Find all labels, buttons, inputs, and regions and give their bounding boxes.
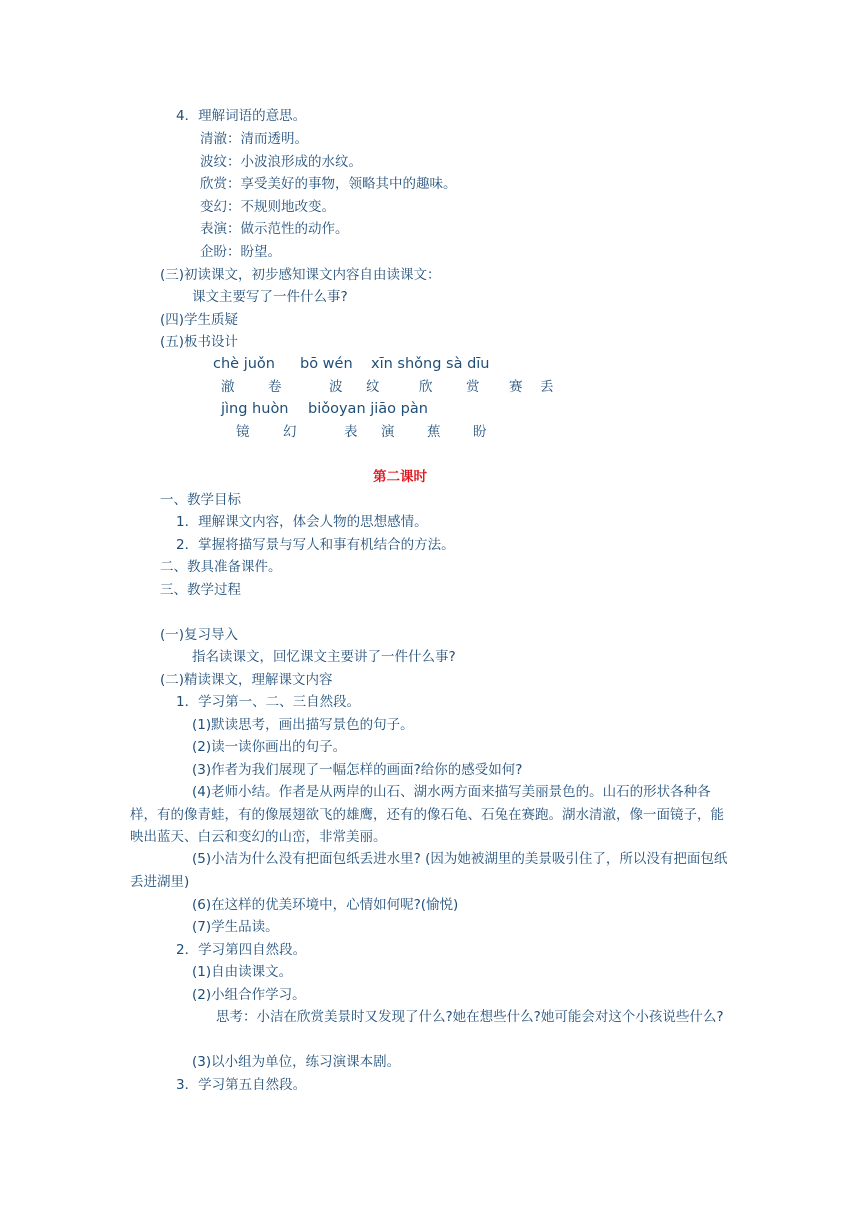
prep-heading: 二、教具准备课件。 xyxy=(160,559,282,575)
process-heading: 三、教学过程 xyxy=(160,582,241,598)
step-item: (6)在这样的优美环境中，心情如何呢?(愉悦) xyxy=(192,897,459,913)
board-character: 丢 xyxy=(540,379,554,395)
word-definition: 波纹：小波浪形成的水纹。 xyxy=(200,154,362,170)
reading-heading: (二)精读课文，理解课文内容 xyxy=(160,672,333,688)
board-character: 盼 xyxy=(473,424,487,440)
step-item: (2)读一读你画出的句子。 xyxy=(192,739,347,755)
teacher-summary: (4)老师小结。作者是从两岸的山石、湖水两方面来描写美丽景色的。山石的形状各种各样，有的像青蛙，有的像展翅欲飞的雄鹰，还有的像石龟、石兔在赛跑。湖水清澈，像一面镜子，能映出蓝天、白云和变幻的山峦，非常美丽。 xyxy=(130,784,724,845)
lesson-title: 第二课时 xyxy=(373,469,427,485)
board-character: 幻 xyxy=(283,424,297,440)
section-3-heading: (三)初读课文，初步感知课文内容自由读课文： xyxy=(160,267,441,283)
board-character: 演 xyxy=(381,424,395,440)
pinyin-label: xīn shǒng sà dīu xyxy=(371,356,490,372)
board-character: 澈 xyxy=(221,379,235,395)
step-3-heading: 3．学习第五自然段。 xyxy=(176,1077,307,1093)
pinyin-label: jìng huòn xyxy=(221,401,289,417)
step-item: (1)自由读课文。 xyxy=(192,964,293,980)
pinyin-label: bō wén xyxy=(300,356,353,372)
section-4-heading: (四)学生质疑 xyxy=(160,312,239,328)
step-item: (2)小组合作学习。 xyxy=(192,987,306,1003)
word-definition: 欣赏：享受美好的事物，领略其中的趣味。 xyxy=(200,176,457,192)
section-3-question: 课文主要写了一件什么事? xyxy=(192,289,348,305)
step-item: (3)作者为我们展现了一幅怎样的画面?给你的感受如何? xyxy=(192,762,523,778)
step-item: (7)学生品读。 xyxy=(192,919,279,935)
board-character: 赏 xyxy=(466,379,480,395)
pinyin-label: biǒoyan jiāo pàn xyxy=(308,401,428,417)
step-item: (3)以小组为单位，练习演课本剧。 xyxy=(192,1054,401,1070)
board-character: 表 xyxy=(344,424,358,440)
word-definition: 清澈：清而透明。 xyxy=(200,131,308,147)
goal-item: 2．掌握将描写景与写人和事有机结合的方法。 xyxy=(176,537,455,553)
review-question: 指名读课文，回忆课文主要讲了一件什么事? xyxy=(192,649,456,665)
board-character: 蕉 xyxy=(427,424,441,440)
board-character: 纹 xyxy=(366,379,380,395)
word-definition: 变幻：不规则地改变。 xyxy=(200,199,335,215)
step-item: (1)默读思考，画出描写景色的句子。 xyxy=(192,717,414,733)
board-character: 镜 xyxy=(236,424,250,440)
goal-item: 1．理解课文内容，体会人物的思想感情。 xyxy=(176,514,428,530)
board-character: 波 xyxy=(329,379,343,395)
step-item: (5)小洁为什么没有把面包纸丢进水里? (因为她被湖里的美景吸引住了，所以没有把面包纸丢进湖里) xyxy=(130,851,728,890)
section-5-heading: (五)板书设计 xyxy=(160,334,239,350)
board-character: 卷 xyxy=(268,379,282,395)
board-character: 欣 xyxy=(419,379,433,395)
pinyin-label: chè juǒn xyxy=(213,356,275,372)
board-character: 赛 xyxy=(509,379,523,395)
word-definition: 表演：做示范性的动作。 xyxy=(200,221,349,237)
step-2-heading: 2．学习第四自然段。 xyxy=(176,942,307,958)
review-heading: (一)复习导入 xyxy=(160,627,239,643)
word-definition: 企盼：盼望。 xyxy=(200,244,281,260)
step-1-heading: 1．学习第一、二、三自然段。 xyxy=(176,694,361,710)
item-4-heading: 4．理解词语的意思。 xyxy=(176,108,307,124)
goals-heading: 一、教学目标 xyxy=(160,492,241,508)
think-question: 思考：小洁在欣赏美景时又发现了什么?她在想些什么?她可能会对这个小孩说些什么? xyxy=(216,1009,724,1025)
